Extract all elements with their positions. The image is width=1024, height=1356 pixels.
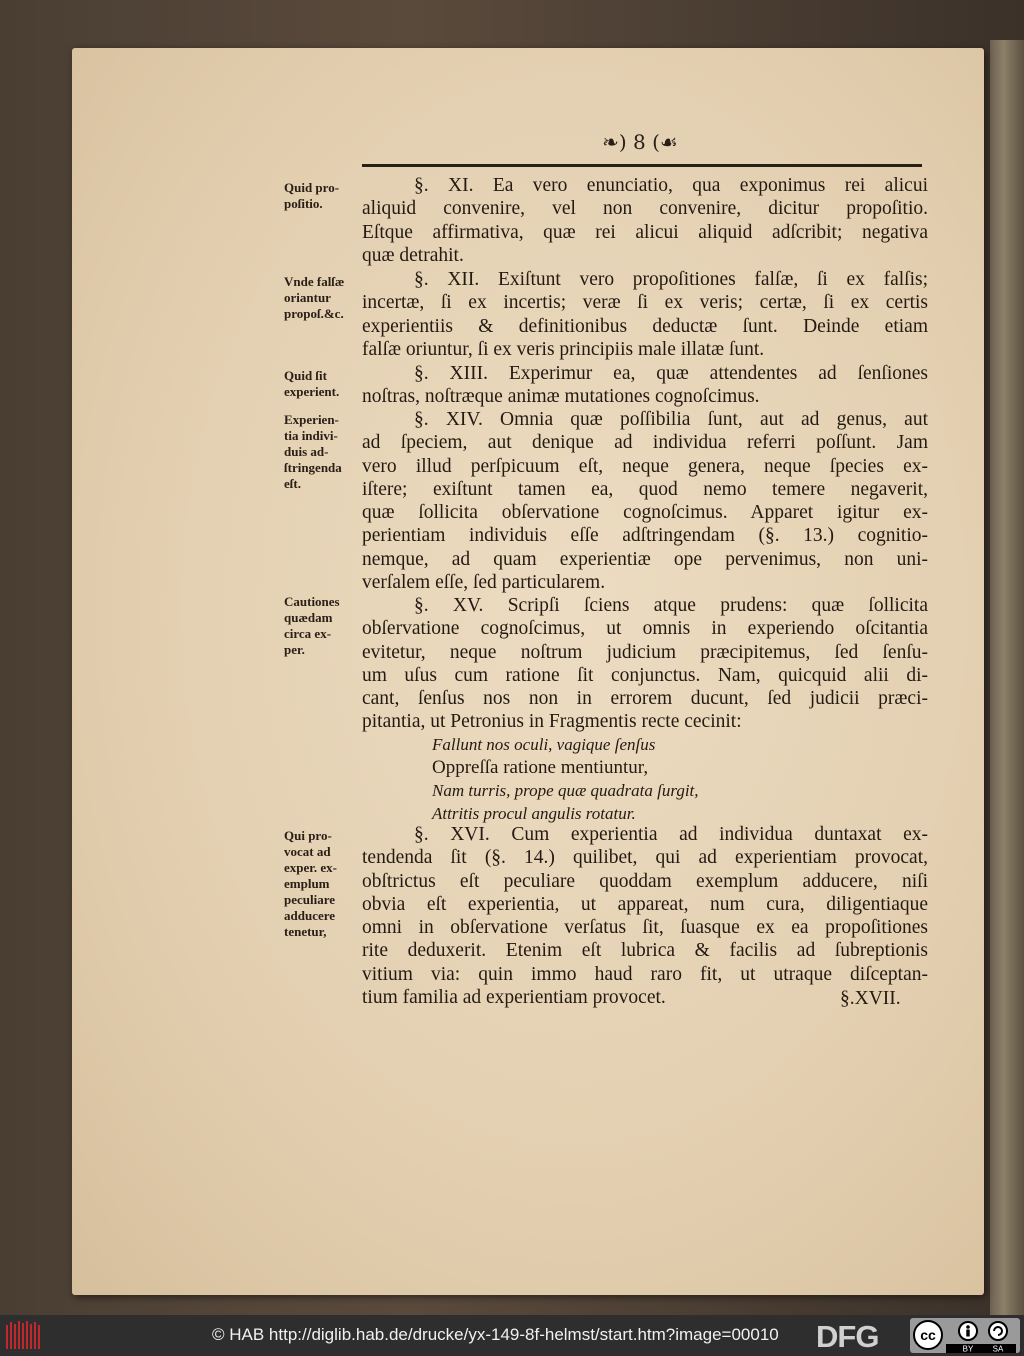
margin-note xyxy=(284,412,364,492)
margin-note-line: emplum xyxy=(284,876,330,891)
text-line: experientiis & definitionibus deductæ ſunt. Deinde etiam xyxy=(362,315,928,337)
margin-note-line: adducere xyxy=(284,908,336,923)
margin-note-line: experient. xyxy=(284,384,340,399)
cc-license-icon[interactable] xyxy=(910,1318,1020,1353)
text-line: incertæ, ſi ex incertis; veræ ſi ex veris; certæ, ſi ex certis xyxy=(362,292,928,314)
header-rule xyxy=(362,164,922,167)
margin-note-line: Vnde falſæ xyxy=(284,274,345,289)
hab-logo-icon xyxy=(4,1319,42,1352)
margin-note-line: oriantur xyxy=(284,290,331,305)
text-line: vero illud perſpicuum eſt, neque genera, neque ſpecies ex- xyxy=(362,455,928,477)
margin-note-line: circa ex- xyxy=(284,626,332,641)
text-line: um uſus cum ratione ſit conjunctus. Nam, quicquid alii di- xyxy=(362,664,928,686)
text-line: evitetur, neque noſtrum judicium præcipitemus, ſed ſenſu- xyxy=(362,641,928,663)
text-line: quæ ſollicita obſervatione cognoſcimus. Apparet igitur ex- xyxy=(362,502,928,524)
verse-line: Fallunt nos oculi, vagique ſenſus xyxy=(432,735,656,754)
text-line: omni in obſervatione verſatus ſit, ſuasque ex ea propoſitiones xyxy=(362,917,928,939)
paragraph-xii xyxy=(362,268,928,361)
text-line: §. XV. Scripſi ſciens atque prudens: quæ ſollicita xyxy=(414,595,928,616)
verse-line: Nam turris, prope quæ quadrata ſurgit, xyxy=(432,781,699,800)
margin-note-line: eſt. xyxy=(284,476,301,491)
text-line: §. XIV. Omnia quæ poſſibilia ſunt, aut ad genus, aut xyxy=(414,409,928,430)
margin-note-line: Cautiones xyxy=(284,594,340,609)
margin-note-line: poſitio. xyxy=(284,196,323,211)
margin-note-line: per. xyxy=(284,642,305,657)
text-line: §. XII. Exiſtunt vero propoſitiones falſæ, ſi ex falſis; xyxy=(414,269,928,290)
by-label: BY xyxy=(962,1344,974,1353)
facing-page-edge xyxy=(990,40,1024,1315)
page-number-header: ❧) 8 (☙ xyxy=(602,130,678,154)
text-line: obvia eſt experientia, ut appareat, num cura, diligentiaque xyxy=(362,893,928,915)
verse-line: Attritis procul angulis rotatur. xyxy=(432,804,636,823)
margin-note-line: Quid pro- xyxy=(284,180,340,195)
text-line: Eſtque affirmativa, quæ rei alicui aliquid adſcribit; negativa xyxy=(362,221,928,243)
text-line: iſtere; exiſtunt tamen ea, quod nemo temere negaverit, xyxy=(362,478,928,500)
margin-note-line: peculiare xyxy=(284,892,336,907)
verse-line: Oppreſſa ratione mentiuntur, xyxy=(432,757,649,778)
sa-label: SA xyxy=(992,1344,1004,1353)
margin-note-line: Experien- xyxy=(284,412,339,427)
text-line: pitantia, ut Petronius in Fragmentis recte cecinit: xyxy=(362,711,742,733)
margin-note-line: tia indivi- xyxy=(284,428,338,443)
paragraph-xvi xyxy=(362,823,928,1009)
text-line: tendenda ſit (§. 14.) quilibet, qui ad experientiam provocat, xyxy=(362,847,928,869)
footer-bar xyxy=(0,1315,1024,1356)
catchword: §.XVII. xyxy=(840,988,901,1009)
copyright-link[interactable]: © HAB http://diglib.hab.de/drucke/yx-149-8f-helmst/start.htm?image=00010 xyxy=(212,1325,779,1344)
margin-note-line: quædam xyxy=(284,610,333,625)
margin-note-line: ſtringenda xyxy=(284,460,342,475)
margin-note xyxy=(284,828,364,940)
text-line: aliquid convenire, vel non convenire, dicitur propoſitio. xyxy=(362,198,928,220)
margin-note-line: Quid ſit xyxy=(284,368,327,383)
paragraph-xi xyxy=(362,174,928,267)
text-line: noſtras, noſtræque animæ mutationes cognoſcimus. xyxy=(362,386,760,408)
text-line: §. XVI. Cum experientia ad individua duntaxat ex- xyxy=(414,824,928,845)
text-line: §. XI. Ea vero enunciatio, qua exponimus rei alicui xyxy=(414,175,928,196)
verse-quotation xyxy=(432,733,699,825)
paragraph-xiv xyxy=(362,408,928,594)
margin-note xyxy=(284,180,364,212)
text-line: quæ detrahit. xyxy=(362,244,464,266)
margin-note xyxy=(284,274,364,322)
dfg-logo: DFG xyxy=(816,1319,879,1354)
text-line: vitium via: quin immo haud raro fit, ut utraque diſceptan- xyxy=(362,963,928,985)
margin-note-line: exper. ex- xyxy=(284,860,337,875)
margin-note-line: Qui pro- xyxy=(284,828,332,843)
text-line: obſervatione cognoſcimus, ut omnis in experiendo oſcitantia xyxy=(362,618,928,640)
text-line: obſtrictus eſt peculiare quoddam exemplum adducere, niſi xyxy=(362,870,928,892)
text-line: nemque, ad quam experientiæ ope pervenimus, non uni- xyxy=(362,548,928,570)
text-line: falſæ oriuntur, ſi ex veris principiis male illatæ ſunt. xyxy=(362,338,765,360)
margin-note xyxy=(284,594,364,658)
margin-note xyxy=(284,368,364,400)
paragraph-xv xyxy=(362,594,928,734)
text-line: cant, ſenſus nos non in errorem ducunt, ſed judicii præci- xyxy=(362,688,928,710)
margin-note-line: vocat ad xyxy=(284,844,331,859)
margin-note-line: propoſ.&c. xyxy=(284,306,344,321)
text-line: verſalem eſſe, ſed particularem. xyxy=(362,572,606,594)
text-line: tium familia ad experientiam provocet. xyxy=(362,987,666,1009)
margin-note-line: tenetur, xyxy=(284,924,327,939)
text-line: §. XIII. Experimur ea, quæ attendentes ad ſenſiones xyxy=(414,363,928,384)
text-line: rite deduxerit. Etenim eſt lubrica & facilis ad ſubreptionis xyxy=(362,940,928,962)
text-line: perientiam individuis eſſe adſtringendam (§. 13.) cognitio- xyxy=(362,525,928,547)
text-line: ad ſpeciem, aut denique ad individua referri poſſunt. Jam xyxy=(362,432,928,454)
svg-text:cc: cc xyxy=(920,1327,936,1343)
margin-note-line: duis ad- xyxy=(284,444,329,459)
paragraph-xiii xyxy=(362,362,928,409)
